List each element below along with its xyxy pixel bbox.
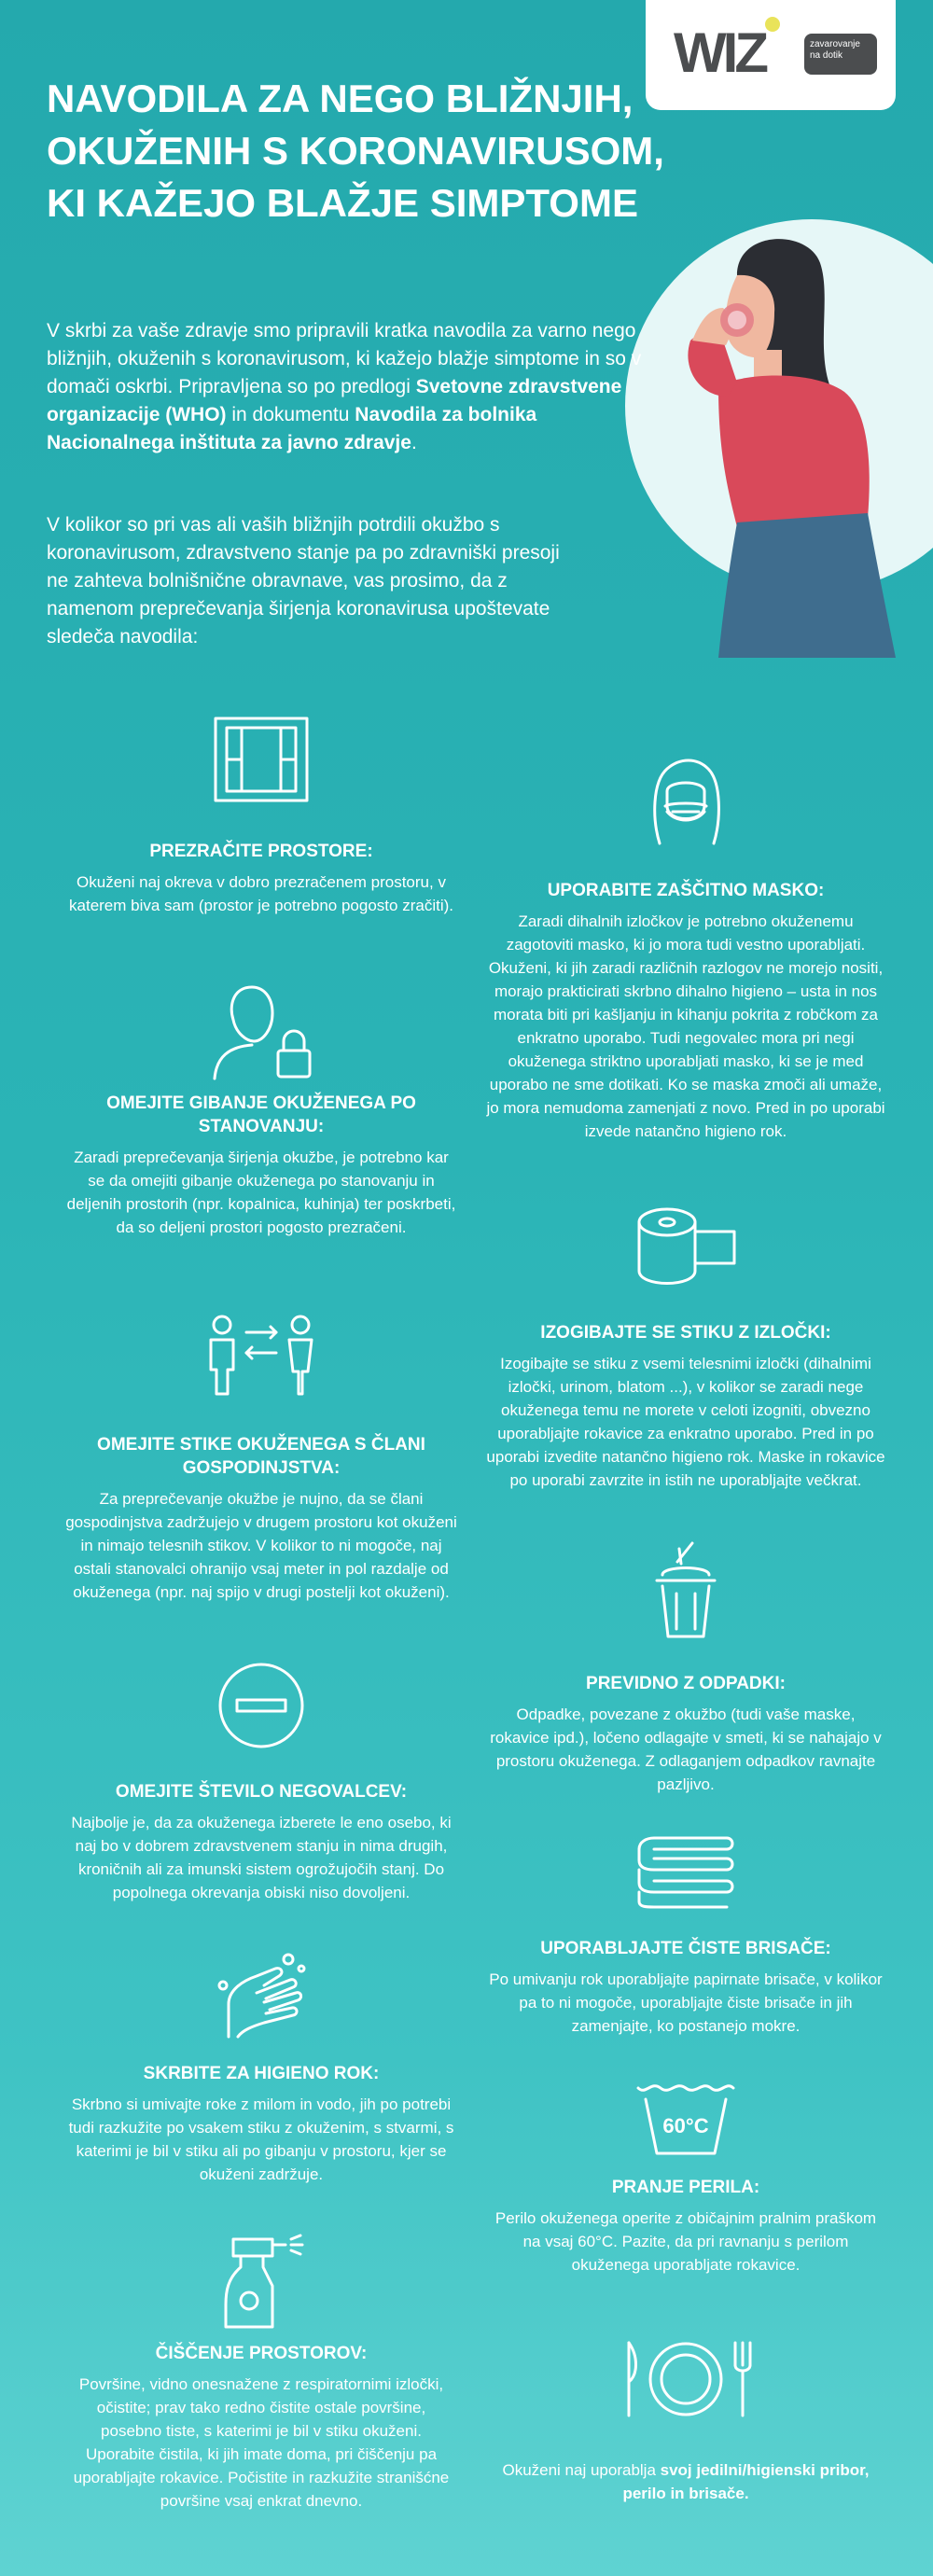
section-brisace — [485, 1834, 886, 2038]
toilet-paper-icon — [630, 1204, 742, 1288]
text-negovalci: Najbolje je, da za okuženega izberete le eno osebo, ki naj bo v dobrem zdravstvenem stanju in nima drugih, kroničnih ali za imunski sistem ogrožujočih stanj. Do popolnega okrevanja obiski niso dovoljeni. — [71, 1814, 452, 1901]
no-entry-icon — [215, 1659, 308, 1752]
section-stiki — [65, 1314, 457, 1604]
text-izlocki: Izogibajte se stiku z vsemi telesnimi izločki (dihalnimi izločki, urinom, blatom ...), v kolikor se zaradi nege okuženega temu ne morete v celoti izogniti, obvezno uporabljajte rokavice za enkratno uporabo. Pred in po uporabi izvedite natančno higieno rok. Maske in rokavice po uporabi zavrzite in istih ne uporabljajte večkrat. — [486, 1355, 885, 1489]
section-gibanje — [65, 978, 457, 1239]
heading-ciscenje: ČIŠČENJE PROSTOROV: — [155, 2344, 368, 2363]
heading-gibanje: OMEJITE GIBANJE OKUŽENEGA PO STANOVANJU: — [106, 1093, 416, 1136]
heading-izlocki: IZOGIBAJTE SE STIKU Z IZLOČKI: — [540, 1323, 831, 1343]
section-prezracite — [65, 713, 457, 917]
text-roke: Skrbno si umivajte roke z milom in vodo, jih po potrebi tudi razkužite po vsakem stiku z okuženim, s stvarmi, s katerimi je bil v stiku ali po gibanju v prostoru, kjer se okuženi zadržuje. — [68, 2096, 454, 2183]
text-gibanje: Zaradi preprečevanja širjenja okužbe, je potrebno kar se da omejiti gibanje okuženega po stanovanju in deljenih prostorih (npr. kopalnica, kuhinja) ter poskrbeti, da so deljeni prostori pogosto prezračeni. — [66, 1149, 456, 1236]
section-ciscenje — [65, 2230, 457, 2513]
person-lock-icon — [205, 978, 317, 1080]
face-mask-icon — [639, 754, 732, 856]
wash-60-icon — [634, 2082, 737, 2157]
heading-maska: UPORABITE ZAŠČITNO MASKO: — [547, 881, 825, 900]
section-perilo — [485, 2082, 886, 2277]
heading-stiki: OMEJITE STIKE OKUŽENEGA S ČLANI GOSPODINJSTVA: — [97, 1435, 425, 1478]
heading-odpadki: PREVIDNO Z ODPADKI: — [586, 1674, 786, 1693]
section-izlocki — [485, 1204, 886, 1492]
trash-bin-icon — [644, 1539, 728, 1642]
handwashing-icon — [210, 1948, 313, 2041]
heading-brisace: UPORABLJAJTE ČISTE BRISAČE: — [540, 1939, 831, 1958]
text-odpadki: Odpadke, povezane z okužbo (tudi vaše maske, rokavice ipd.), ločeno odlagajte v smeti, ki se nahajajo v prostoru okuženega. Z odlaganjem odpadkov ravnajte pazljivo. — [490, 1706, 882, 1793]
section-pribor — [485, 2337, 886, 2505]
intro-paragraph-2: V kolikor so pri vas ali vaših bližnjih potrdili okužbo s koronavirusom, zdravstveno stanje pa po zdravniški presoji ne zahteva bolnišnične obravnave, vas prosimo, da z namenom preprečevanja širjenja koronavirusa upoštevate sledeča navodila: — [47, 514, 560, 647]
two-people-distance-icon — [205, 1314, 317, 1398]
logo-tagline: zavarovanje na dotik — [804, 34, 877, 75]
section-odpadki — [485, 1539, 886, 1796]
spray-bottle-icon — [215, 2230, 308, 2332]
heading-negovalci: OMEJITE ŠTEVILO NEGOVALCEV: — [115, 1782, 408, 1802]
intro-paragraph-1: V skrbi za vaše zdravje smo pripravili kratka navodila za varno nego bližnjih, okuženih s koronavirusom, ki kažejo blažje simptome in so v domači oskrbi. Pripravljena so po predlogi Svetovne zdravstvene organizacije (WHO) in dokumentu Navodila za bolnika Nacionalnega inštituta za javno zdravje. — [47, 320, 642, 453]
text-prezracite: Okuženi naj okreva v dobro prezračenem prostoru, v katerem biva sam (prostor je potrebno pogosto zračiti). — [69, 873, 453, 914]
page-title: NAVODILA ZA NEGO BLIŽNJIH, OKUŽENIH S KORONAVIRUSOM, KI KAŽEJO BLAŽJE SIMPTOME — [47, 77, 664, 225]
text-brisace: Po umivanju rok uporabljajte papirnate brisače, v kolikor pa to ni mogoče, uporabljajte čiste brisače in jih zamenjajte, ko postanejo mokre. — [489, 1970, 883, 2035]
text-maska: Zaradi dihalnih izločkov je potrebno okuženemu zagotoviti masko, ki jo mora tudi vestno uporabljati. Okuženi, ki jih zaradi različnih razlogov ne morejo nositi, morajo prakticirati skrbno dihalno higieno – usta in nos morata biti pri kašljanju in kihanju pokrita z robčkom za enkratno uporabo. Tudi negovalec mora pri negi okuženega striktno uporabljati masko, ki se je med uporabo ne sme dotikati. Ko se maska zmoči ali umaže, jo mora nemudoma zamenjati z novo. Pred in po uporabi izvede natančno higieno rok. — [486, 912, 885, 1140]
window-icon — [210, 713, 313, 806]
plate-cutlery-icon — [616, 2337, 756, 2421]
heading-perilo: PRANJE PERILA: — [611, 2178, 760, 2197]
heading-prezracite: PREZRAČITE PROSTORE: — [149, 842, 373, 861]
text-pribor: Okuženi naj uporablja svoj jedilni/higienski pribor, perilo in brisače. — [502, 2461, 870, 2502]
section-negovalci — [65, 1659, 457, 1904]
wash-temperature-label: 60°C — [662, 2114, 709, 2137]
text-ciscenje: Površine, vidno onesnažene z respiratornimi izločki, očistite; prav tako redno čistite ostale površine, posebno tiste, s katerimi je bil v stiku okuženi. Uporabite čistila, ki jih imate doma, pri čiščenju pa uporabljajte rokavice. Počistite in razkužite stranišćne površine vsaj enkrat dnevno. — [73, 2375, 450, 2510]
section-maska — [485, 754, 886, 1143]
logo-wordmark: WIZ — [674, 21, 765, 84]
logo-dot — [765, 17, 780, 32]
heading-roke: SKRBITE ZA HIGIENO ROK: — [143, 2064, 380, 2083]
text-stiki: Za preprečevanje okužbe je nujno, da se člani gospodinjstva zadržujejo v drugem prostoru kot okuženi in nimajo telesnih stikov. V kolikor to ni mogoče, naj ostali stanovalci ohranijo vsaj meter in pol razdalje od okuženega (npr. naj spijo v drugi postelji kot okuženi). — [65, 1490, 457, 1601]
woman-sneezing-illustration — [597, 210, 933, 658]
text-perilo: Perilo okuženega operite z običajnim pralnim praškom na vsaj 60°C. Pazite, da pri ravnanju s perilom okuženega uporabljate rokavice. — [494, 2209, 877, 2274]
folded-towels-icon — [630, 1834, 742, 1909]
section-roke — [65, 1948, 457, 2186]
